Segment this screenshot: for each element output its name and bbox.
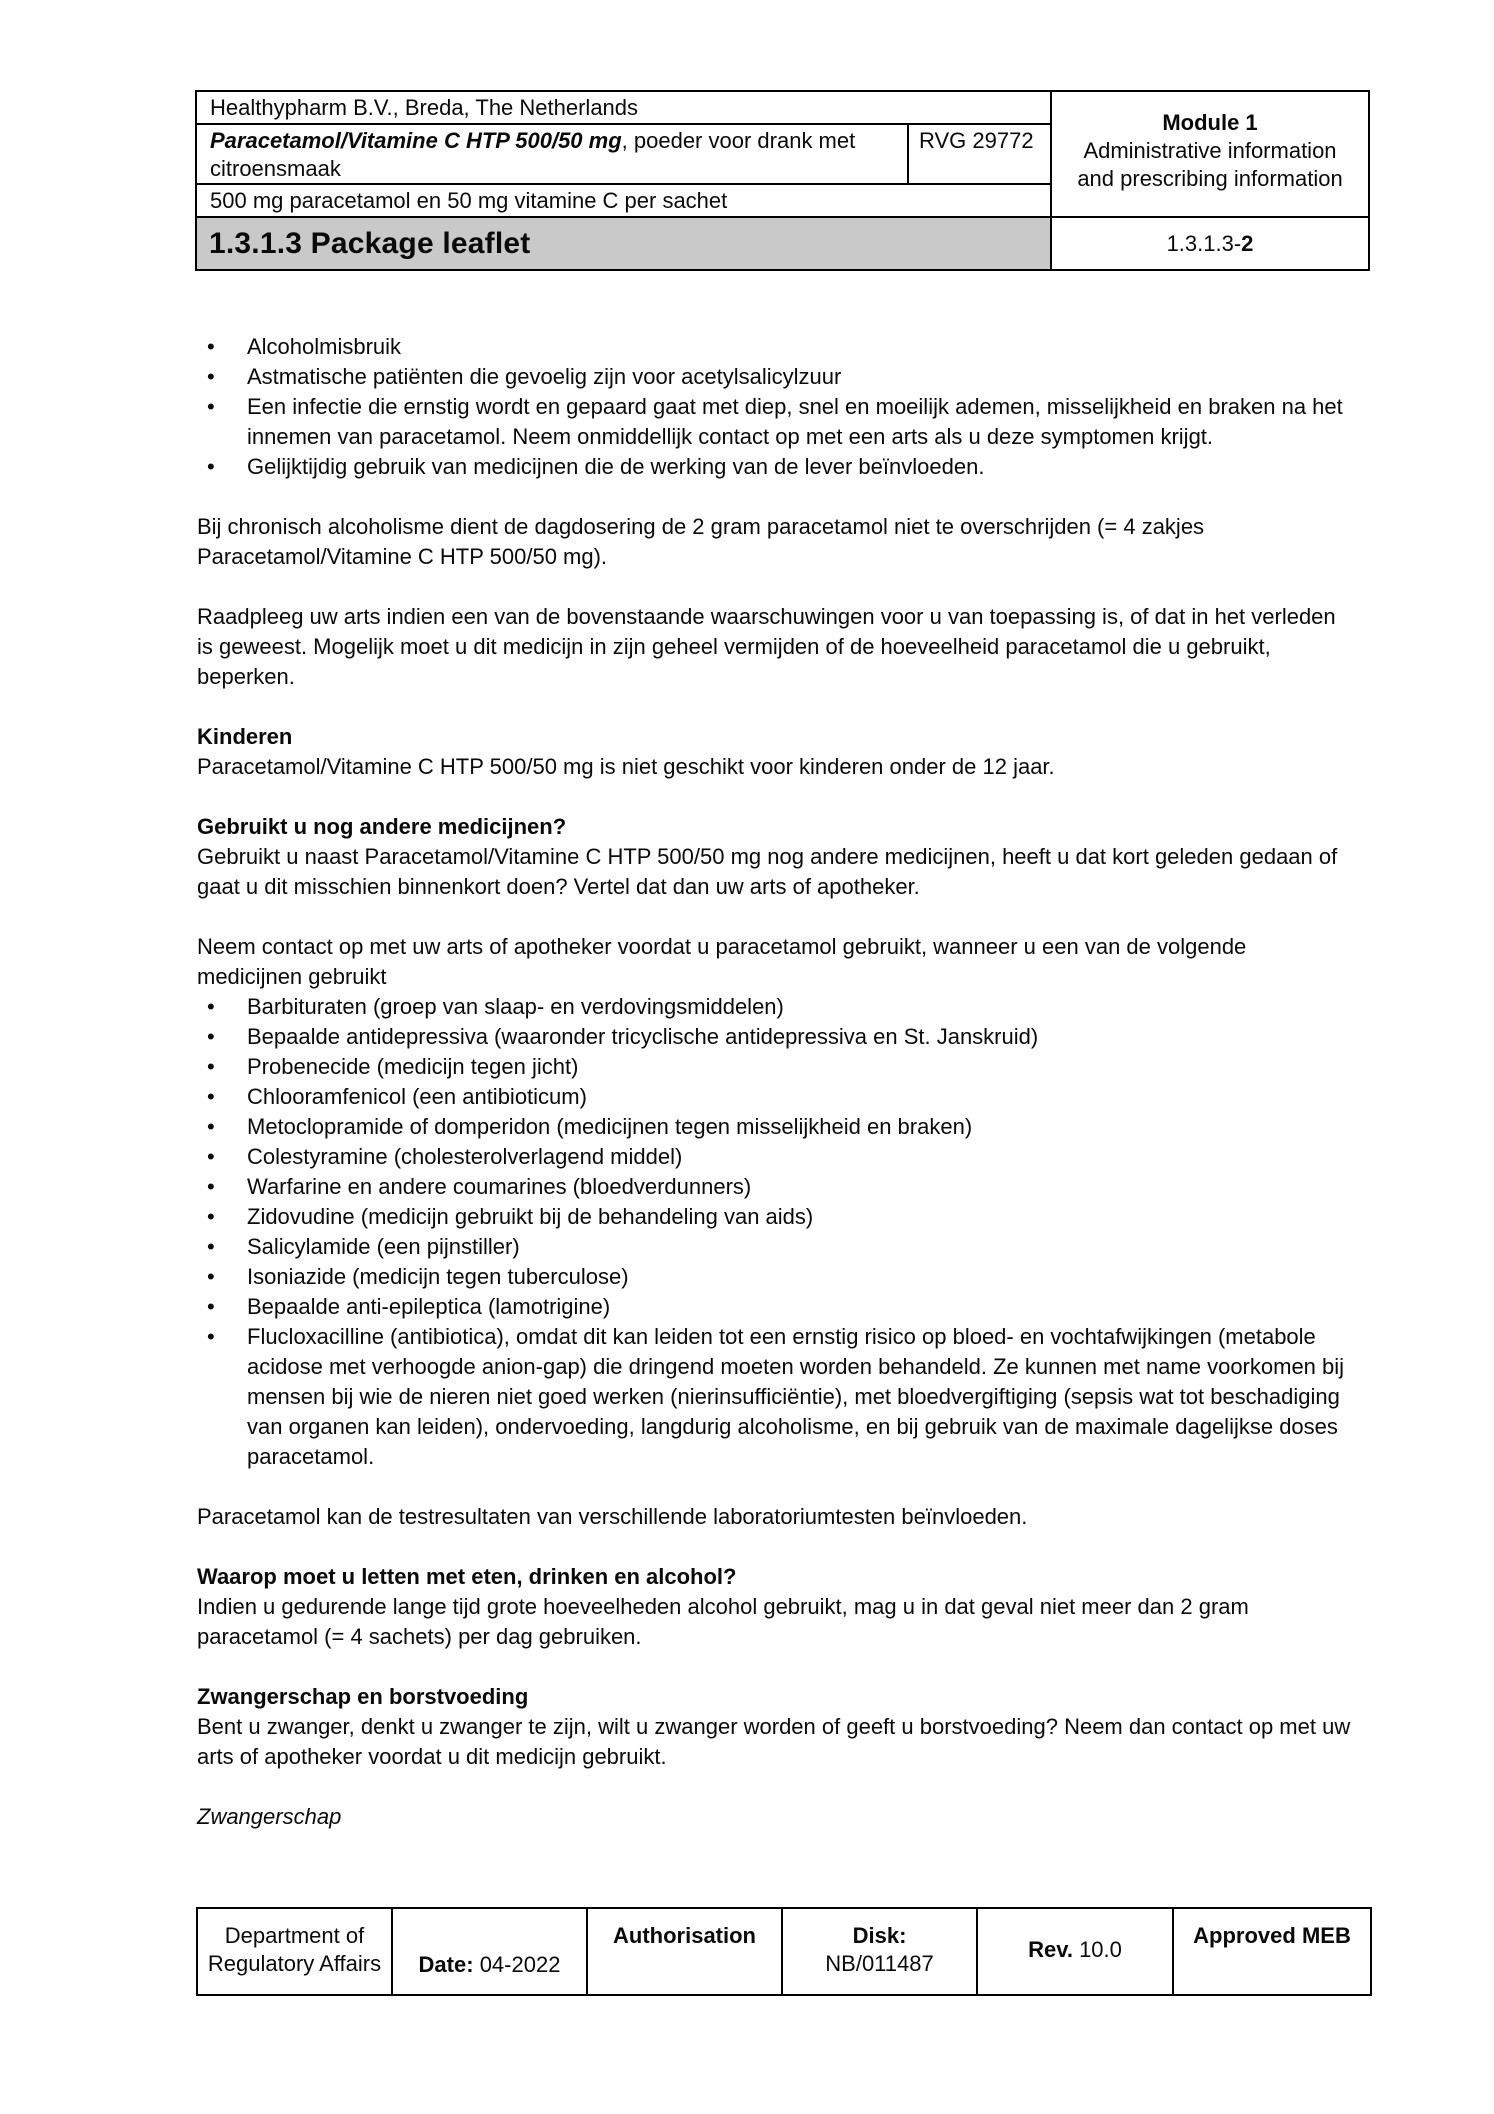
composition-line: 500 mg paracetamol en 50 mg vitamine C per sachet xyxy=(197,185,1052,218)
product-descriptor: , poeder voor drank met citroensmaak xyxy=(210,128,856,181)
product-title xyxy=(197,125,909,185)
heading-andere-medicijnen: Gebruikt u nog andere medicijnen? xyxy=(197,814,567,839)
footer-approved-cell: Approved MEB xyxy=(1193,1923,1351,1948)
footer-disk-value: NB/011487 xyxy=(825,1951,934,1976)
warning-bullet-list xyxy=(197,332,1357,482)
footer-date-cell xyxy=(393,1909,588,1994)
leaflet-body xyxy=(197,332,1357,1832)
list-item: • Salicylamide (een pijnstiller) xyxy=(197,1232,1357,1262)
heading-eten-drinken-alcohol: Waarop moet u letten met eten, drinken en alcohol? xyxy=(197,1564,737,1589)
footer-date-label: Date: xyxy=(418,1952,474,1977)
footer-rev-label: Rev. xyxy=(1028,1937,1073,1962)
product-name: Paracetamol/Vitamine C HTP 500/50 mg xyxy=(210,128,622,153)
paragraph-eten-drinken-alcohol: Indien u gedurende lange tijd grote hoeveelheden alcohol gebruikt, mag u in dat geval niet meer dan 2 gram paracetamol (= 4 sachets) per dag gebruiken. xyxy=(197,1594,1249,1649)
list-item: • Metoclopramide of domperidon (medicijnen tegen misselijkheid en braken) xyxy=(197,1112,1357,1142)
footer-rev-value: 10.0 xyxy=(1079,1937,1122,1962)
heading-kinderen: Kinderen xyxy=(197,724,293,749)
footer-disk-label: Disk: xyxy=(852,1923,907,1948)
footer-department-cell xyxy=(198,1909,393,1994)
list-item: • Warfarine en andere coumarines (bloedverdunners) xyxy=(197,1172,1357,1202)
list-item: • Zidovudine (medicijn gebruikt bij de behandeling van aids) xyxy=(197,1202,1357,1232)
paragraph-andere-medicijnen: Gebruikt u naast Paracetamol/Vitamine C HTP 500/50 mg nog andere medicijnen, heeft u dat kort geleden gedaan of gaat u dit misschien binnenkort doen? Vertel dat dan uw arts of apotheker. xyxy=(197,844,1338,899)
list-item: • Een infectie die ernstig wordt en gepaard gaat met diep, snel en moeilijk ademen, misselijkheid en braken na het innemen van paracetamol. Neem onmiddellijk contact op met een arts als u deze symptomen krijgt. xyxy=(197,392,1357,452)
list-item: • Bepaalde antidepressiva (waaronder tricyclische antidepressiva en St. Janskruid) xyxy=(197,1022,1357,1052)
paragraph-zwangerschap-borstvoeding: Bent u zwanger, denkt u zwanger te zijn, wilt u zwanger worden of geeft u borstvoeding? Neem dan contact op met uw arts of apotheker voordat u dit medicijn gebruikt. xyxy=(197,1714,1351,1769)
subheading-zwangerschap: Zwangerschap xyxy=(197,1804,342,1829)
medicine-bullet-list xyxy=(197,992,1357,1472)
page-ref-number: 2 xyxy=(1241,230,1254,256)
footer-rev-cell xyxy=(978,1909,1174,1994)
module-title: Module 1 xyxy=(1162,110,1258,135)
company-line: Healthypharm B.V., Breda, The Netherlands xyxy=(197,92,1052,125)
heading-zwangerschap-borstvoeding: Zwangerschap en borstvoeding xyxy=(197,1684,529,1709)
page-reference xyxy=(1052,218,1368,269)
document-footer-table xyxy=(196,1907,1372,1996)
list-item: • Gelijktijdig gebruik van medicijnen die de werking van de lever beïnvloeden. xyxy=(197,452,1357,482)
footer-department-line2: Regulatory Affairs xyxy=(207,1951,382,1976)
paragraph-testresultaten: Paracetamol kan de testresultaten van verschillende laboratoriumtesten beïnvloeden. xyxy=(197,1504,1028,1529)
footer-authorisation-cell: Authorisation xyxy=(588,1909,783,1994)
paragraph-kinderen: Paracetamol/Vitamine C HTP 500/50 mg is niet geschikt voor kinderen onder de 12 jaar. xyxy=(197,754,1055,779)
paragraph-alcoholism: Bij chronisch alcoholisme dient de dagdosering de 2 gram paracetamol niet te overschrijden (= 4 zakjes Paracetamol/Vitamine C HTP 500/50 mg). xyxy=(197,514,1205,569)
list-item: • Flucloxacilline (antibiotica), omdat dit kan leiden tot een ernstig risico op bloed- en vochtafwijkingen (metabole acidose met verhoogde anion-gap) die dringend moeten worden behandeld. Ze kunnen met name voorkomen bij mensen bij wie de nieren niet goed werken (nierinsufficiëntie), met bloedvergiftiging (sepsis wat tot beschadiging van organen kan leiden), ondervoeding, langdurig alcoholisme, en bij gebruik van de maximale dagelijkse doses paracetamol. xyxy=(197,1322,1357,1472)
footer-disk-cell xyxy=(783,1909,978,1994)
list-item: • Colestyramine (cholesterolverlagend middel) xyxy=(197,1142,1357,1172)
list-item: • Astmatische patiënten die gevoelig zijn voor acetylsalicylzuur xyxy=(197,362,1357,392)
page-ref-prefix: 1.3.1.3- xyxy=(1166,230,1242,256)
module-line2: and prescribing information xyxy=(1077,166,1343,191)
paragraph-raadpleeg: Raadpleeg uw arts indien een van de bovenstaande waarschuwingen voor u van toepassing is, of dat in het verleden is geweest. Mogelijk moet u dit medicijn in zijn geheel vermijden of de hoeveelheid paracetamol die u gebruikt, beperken. xyxy=(197,604,1336,689)
list-item: • Barbituraten (groep van slaap- en verdovingsmiddelen) xyxy=(197,992,1357,1022)
list-item: • Isoniazide (medicijn tegen tuberculose) xyxy=(197,1262,1357,1292)
rvg-number: RVG 29772 xyxy=(909,125,1052,185)
paragraph-neem-contact: Neem contact op met uw arts of apotheker voordat u paracetamol gebruikt, wanneer u een van de volgende medicijnen gebruikt xyxy=(197,934,1247,989)
list-item: • Probenecide (medicijn tegen jicht) xyxy=(197,1052,1357,1082)
list-item: • Bepaalde anti-epileptica (lamotrigine) xyxy=(197,1292,1357,1322)
list-item: • Chlooramfenicol (een antibioticum) xyxy=(197,1082,1357,1112)
footer-date-value: 04-2022 xyxy=(479,1952,561,1977)
module-line1: Administrative information xyxy=(1083,138,1337,163)
document-header-table xyxy=(195,90,1370,271)
section-title-bar: 1.3.1.3 Package leaflet xyxy=(197,218,1052,269)
list-item: • Alcoholmisbruik xyxy=(197,332,1357,362)
module-info-cell xyxy=(1052,92,1368,218)
footer-department-line1: Department of xyxy=(224,1923,365,1948)
